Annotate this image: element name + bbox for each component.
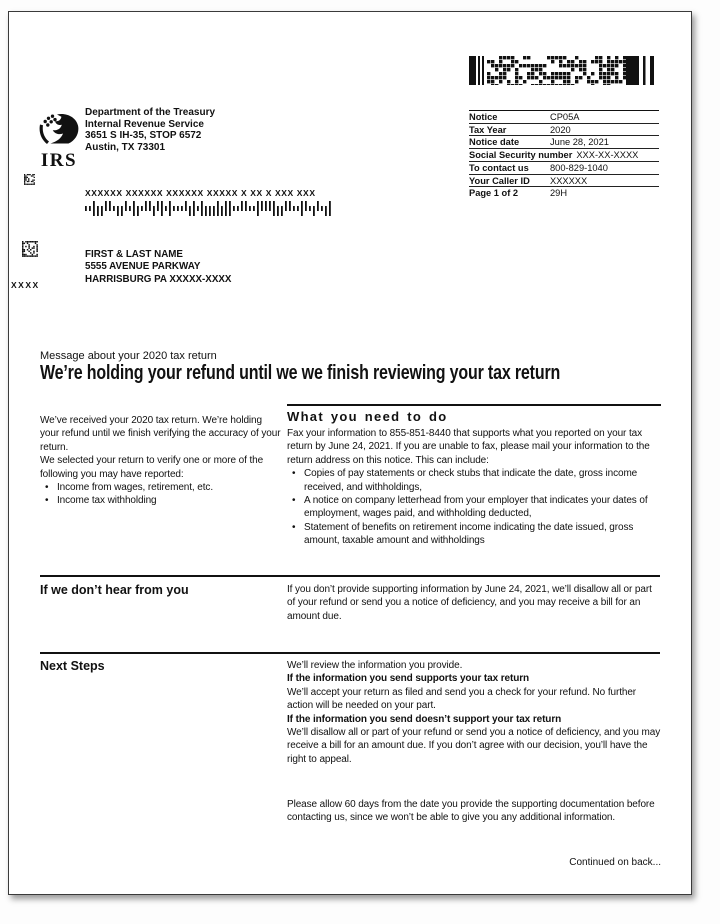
meta-value: 800-829-1040	[550, 162, 608, 173]
intelligent-mail-barcode	[85, 201, 333, 216]
list-item: • A notice on company letterhead from your employer that indicates your dates of employment, wages paid, and withholding deducted,	[292, 494, 661, 521]
irs-eagle-icon	[37, 133, 81, 150]
continued-note: Continued on back...	[569, 857, 661, 868]
table-row	[469, 124, 659, 137]
meta-label: Tax Year	[469, 124, 507, 135]
meta-label: Notice	[469, 112, 498, 122]
meta-label: To contact us	[469, 162, 529, 173]
sender-address-line: 3651 S IH-35, STOP 6572	[85, 130, 202, 142]
next-steps-line: We’ll disallow all or part of your refund or send you a notice of deficiency, and you may receive a bill for an amount due. If you don’t agree with our decision, you’ll have the right to appeal.	[287, 727, 661, 765]
intro-paragraph: We’ve received your 2020 tax return. We’re holding your refund until we finish verifying the accuracy of your return.	[40, 415, 281, 453]
sender-address-line: Department of the Treasury	[85, 107, 216, 118]
closing-paragraph: Please allow 60 days from the date you provide the supporting documentation before contacting us, since we won’t be able to give you any additional information.	[287, 799, 655, 824]
recipient-line: 5555 AVENUE PARKWAY	[85, 261, 201, 273]
meta-value: 29H	[550, 188, 568, 199]
meta-value: 2020	[550, 124, 571, 135]
next-steps-line: We’ll review the information you provide.	[287, 660, 463, 671]
next-steps-line: We’ll accept your return as filed and send you a check for your refund. No further action will be needed on your part.	[287, 686, 637, 712]
section-heading: If we don’t hear from you	[40, 583, 189, 597]
section-body: If you don’t provide supporting information by June 24, 2021, we’ll disallow all or part of your refund or send you a notice of deficiency, and you may receive a bill for an amount due.	[287, 584, 652, 622]
recipient-line: FIRST & LAST NAME	[85, 249, 183, 260]
list-item: • Copies of pay statements or check stubs that indicate the date, gross income received, and withholdings,	[292, 467, 661, 494]
section-divider	[40, 575, 660, 577]
list-item: • Statement of benefits on retirement income indicating the date issued, gross amount, taxable amount and withholdings	[292, 521, 661, 548]
table-row	[469, 136, 659, 149]
intro-bullet-list	[40, 481, 282, 508]
meta-value: XXXXXX	[550, 175, 588, 186]
next-steps-subheading: If the information you send doesn’t support your tax return	[287, 713, 562, 725]
irs-logo	[33, 112, 85, 170]
intro-column	[40, 414, 282, 508]
section-intro: Fax your information to 855-851-8440 that supports what you reported on your tax return by June 24, 2021. If you are unable to fax, please mail your information to the return address on this notice. This can include:	[287, 428, 650, 466]
sender-address-line: Internal Revenue Service	[85, 118, 204, 130]
meta-label: Your Caller ID	[469, 175, 530, 186]
notice-meta-table	[469, 110, 659, 199]
meta-label: Page 1 of 2	[469, 188, 519, 199]
next-steps-subheading: If the information you send supports your tax return	[287, 673, 530, 685]
what-you-need-to-do-section	[287, 404, 661, 548]
meta-value: XXX-XX-XXXX	[576, 150, 639, 161]
table-row	[469, 175, 659, 188]
section-heading: What you need to do	[287, 409, 448, 424]
left-edge-code: XXXX	[11, 280, 40, 290]
section-divider	[40, 652, 660, 654]
table-row	[469, 111, 659, 124]
page-title: We’re holding your refund until we we finish reviewing your tax return	[40, 362, 561, 384]
table-row	[469, 162, 659, 175]
documents-bullet-list	[287, 467, 661, 547]
recipient-line: HARRISBURG PA XXXXX-XXXX	[85, 273, 232, 285]
intro-paragraph: We selected your return to verify one or more of the following you may have reported:	[40, 455, 264, 480]
table-row	[469, 149, 659, 162]
routing-barcode	[469, 56, 661, 85]
irs-wordmark: IRS	[40, 150, 78, 171]
data-matrix-icon	[22, 241, 38, 262]
recipient-address	[85, 249, 231, 286]
data-matrix-icon	[24, 172, 35, 190]
meta-value: June 28, 2021	[550, 137, 609, 148]
meta-value: CP05A	[550, 112, 580, 122]
section-heading: Next Steps	[40, 659, 105, 673]
meta-label: Social Security number	[469, 150, 573, 161]
sender-address-line: Austin, TX 73301	[85, 141, 166, 153]
table-row	[469, 187, 659, 199]
list-item: • Income from wages, retirement, etc.	[45, 481, 282, 494]
list-item: • Income tax withholding	[45, 494, 282, 507]
meta-label: Notice date	[469, 137, 520, 148]
section-divider	[287, 404, 661, 406]
section-body	[287, 659, 661, 766]
subject-line: Message about your 2020 tax return	[40, 350, 217, 362]
masked-routing-line: XXXXXX XXXXXX XXXXXX XXXXX X XX X XXX XXX	[85, 188, 316, 198]
notice-page	[8, 11, 692, 895]
sender-address	[85, 107, 215, 153]
